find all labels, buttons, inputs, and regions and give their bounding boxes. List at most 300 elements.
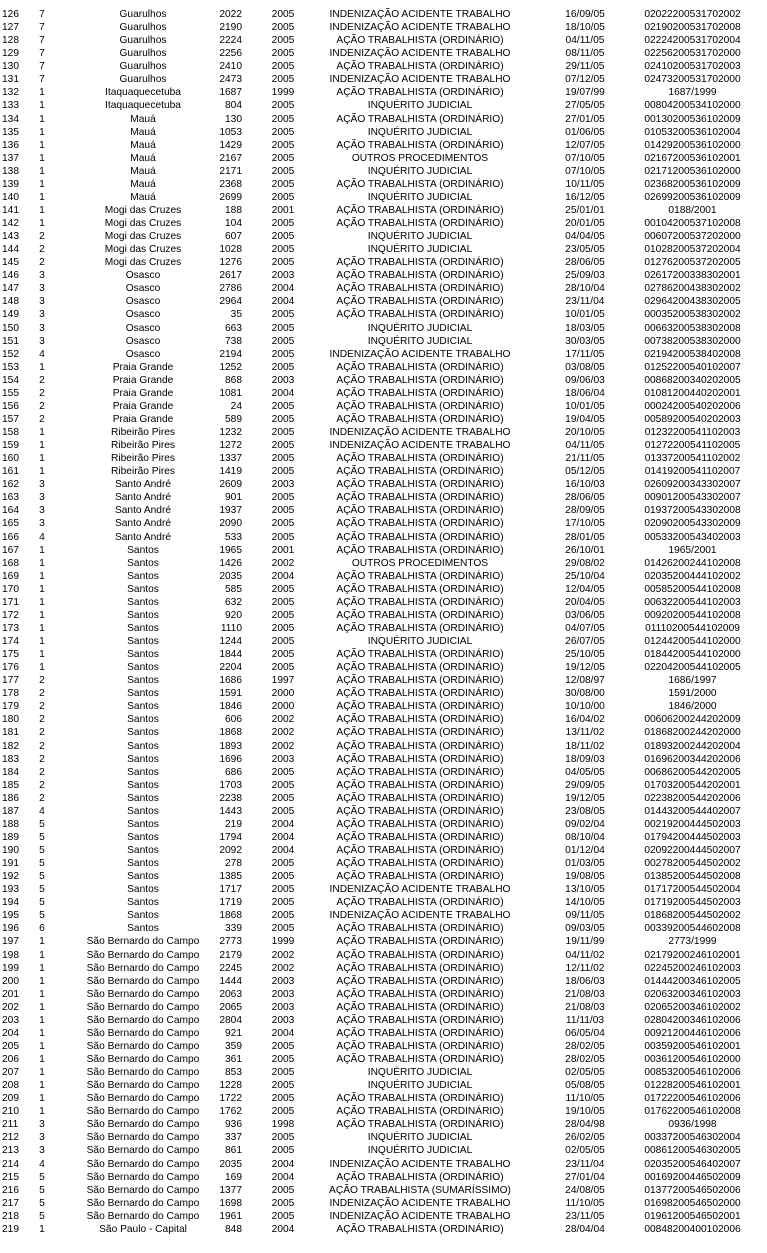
court-number: 2 bbox=[39, 779, 45, 791]
court-number: 1 bbox=[39, 1106, 45, 1118]
city: Santos bbox=[127, 570, 159, 582]
row-number: 167 bbox=[2, 544, 19, 556]
row-number: 134 bbox=[2, 113, 19, 125]
city: Santos bbox=[127, 766, 159, 778]
action-type: AÇÃO TRABALHISTA (ORDINÁRIO) bbox=[336, 1027, 504, 1039]
table-row bbox=[0, 753, 767, 766]
court-number: 1 bbox=[39, 1014, 45, 1026]
action-type: AÇÃO TRABALHISTA (ORDINÁRIO) bbox=[336, 400, 504, 412]
city: Santos bbox=[127, 675, 159, 687]
court-number: 3 bbox=[39, 1145, 45, 1157]
row-number: 149 bbox=[2, 309, 19, 321]
process-number: 2065 bbox=[219, 1001, 242, 1013]
process-year: 2002 bbox=[271, 727, 295, 739]
row-number: 133 bbox=[2, 100, 19, 112]
action-type: AÇÃO TRABALHISTA (ORDINÁRIO) bbox=[336, 779, 504, 791]
action-type: AÇÃO TRABALHISTA (ORDINÁRIO) bbox=[336, 204, 504, 216]
row-number: 188 bbox=[2, 818, 19, 830]
filing-date: 28/01/05 bbox=[565, 531, 605, 543]
process-year: 2004 bbox=[271, 296, 295, 308]
table-row bbox=[0, 465, 767, 478]
process-number: 861 bbox=[225, 1145, 242, 1157]
row-number: 181 bbox=[2, 727, 19, 739]
row-number: 129 bbox=[2, 48, 19, 60]
city: São Bernardo do Campo bbox=[86, 1106, 200, 1118]
filing-date: 05/12/05 bbox=[565, 466, 605, 478]
city: São Bernardo do Campo bbox=[86, 1171, 200, 1183]
process-number: 1244 bbox=[219, 636, 242, 647]
process-year: 2004 bbox=[271, 570, 295, 582]
court-number: 3 bbox=[39, 283, 45, 295]
action-type: INDENIZAÇÃO ACIDENTE TRABALHO bbox=[329, 48, 511, 60]
process-year: 2005 bbox=[271, 100, 295, 112]
action-type: AÇÃO TRABALHISTA (ORDINÁRIO) bbox=[336, 818, 504, 830]
process-year: 2005 bbox=[271, 165, 295, 177]
filing-date: 10/01/05 bbox=[565, 309, 605, 321]
process-number: 2609 bbox=[219, 479, 242, 491]
court-number: 2 bbox=[39, 387, 45, 399]
process-number: 1687 bbox=[219, 87, 242, 99]
action-type: AÇÃO TRABALHISTA (ORDINÁRIO) bbox=[336, 531, 504, 543]
table-row bbox=[0, 687, 767, 700]
process-year: 2005 bbox=[271, 766, 295, 778]
process-year: 2005 bbox=[271, 1080, 295, 1092]
row-number: 187 bbox=[2, 805, 19, 817]
process-number: 1426 bbox=[219, 557, 242, 569]
process-year: 2004 bbox=[271, 1158, 295, 1170]
case-code: 01426200244102008 bbox=[644, 557, 741, 569]
city: Mogi das Cruzes bbox=[104, 244, 182, 256]
table-row bbox=[0, 99, 767, 112]
case-code: 00686200544202005 bbox=[644, 766, 741, 778]
process-number: 2804 bbox=[219, 1014, 242, 1026]
filing-date: 09/06/03 bbox=[565, 374, 605, 386]
court-number: 2 bbox=[39, 244, 45, 256]
action-type: AÇÃO TRABALHISTA (ORDINÁRIO) bbox=[336, 178, 504, 190]
filing-date: 25/09/03 bbox=[565, 270, 605, 282]
city: Santos bbox=[127, 858, 159, 870]
table-row bbox=[0, 883, 767, 896]
action-type: INQUÉRITO JUDICIAL bbox=[367, 1145, 473, 1157]
case-code: 0936/1998 bbox=[668, 1119, 717, 1131]
filing-date: 28/04/04 bbox=[565, 1223, 605, 1235]
action-type: INDENIZAÇÃO ACIDENTE TRABALHO bbox=[329, 1158, 511, 1170]
filing-date: 26/10/01 bbox=[565, 544, 605, 556]
table-row bbox=[0, 805, 767, 818]
row-number: 157 bbox=[2, 413, 19, 425]
process-year: 2005 bbox=[271, 335, 295, 347]
row-number: 146 bbox=[2, 270, 19, 282]
action-type: AÇÃO TRABALHISTA (ORDINÁRIO) bbox=[336, 1223, 504, 1235]
case-code: 00606200244202009 bbox=[644, 714, 741, 726]
row-number: 175 bbox=[2, 649, 19, 661]
process-number: 1868 bbox=[219, 910, 242, 922]
city: Santos bbox=[127, 818, 159, 830]
court-number: 3 bbox=[39, 505, 45, 517]
city: Santos bbox=[127, 910, 159, 922]
process-year: 2004 bbox=[271, 1171, 295, 1183]
row-number: 151 bbox=[2, 335, 19, 347]
process-year: 2005 bbox=[271, 649, 295, 661]
filing-date: 19/07/99 bbox=[565, 87, 605, 99]
action-type: INQUÉRITO JUDICIAL bbox=[367, 100, 473, 112]
process-number: 2786 bbox=[219, 283, 242, 295]
city: Praia Grande bbox=[112, 374, 174, 386]
action-type: AÇÃO TRABALHISTA (ORDINÁRIO) bbox=[336, 805, 504, 817]
case-code: 01937200543302008 bbox=[644, 505, 741, 517]
table-row bbox=[0, 949, 767, 962]
row-number: 165 bbox=[2, 518, 19, 530]
process-year: 2001 bbox=[271, 204, 295, 216]
table-row bbox=[0, 152, 767, 165]
action-type: AÇÃO TRABALHISTA (ORDINÁRIO) bbox=[336, 649, 504, 661]
case-code: 00024200540202006 bbox=[644, 400, 741, 412]
row-number: 148 bbox=[2, 296, 19, 308]
court-number: 1 bbox=[39, 178, 45, 190]
table-row bbox=[0, 478, 767, 491]
city: São Bernardo do Campo bbox=[86, 1184, 200, 1196]
row-number: 198 bbox=[2, 949, 19, 961]
table-row bbox=[0, 1053, 767, 1066]
court-number: 3 bbox=[39, 309, 45, 321]
process-year: 2002 bbox=[271, 714, 295, 726]
action-type: AÇÃO TRABALHISTA (ORDINÁRIO) bbox=[336, 61, 504, 73]
process-number: 868 bbox=[225, 374, 242, 386]
process-number: 589 bbox=[225, 413, 242, 425]
case-code: 0188/2001 bbox=[668, 204, 717, 216]
filing-date: 06/05/04 bbox=[565, 1027, 605, 1039]
court-number: 1 bbox=[39, 152, 45, 164]
court-number: 5 bbox=[39, 910, 45, 922]
process-year: 2003 bbox=[271, 1001, 295, 1013]
court-number: 2 bbox=[39, 701, 45, 713]
case-code: 01337200541102002 bbox=[644, 453, 741, 465]
filing-date: 28/06/05 bbox=[565, 257, 605, 269]
filing-date: 19/11/99 bbox=[565, 936, 605, 948]
process-number: 1385 bbox=[219, 871, 242, 883]
filing-date: 28/09/05 bbox=[565, 505, 605, 517]
case-code: 01276200537202005 bbox=[644, 257, 741, 269]
court-number: 1 bbox=[39, 1001, 45, 1013]
process-year: 2005 bbox=[271, 191, 295, 203]
process-number: 1110 bbox=[220, 622, 242, 634]
action-type: AÇÃO TRABALHISTA (ORDINÁRIO) bbox=[336, 413, 504, 425]
row-number: 204 bbox=[2, 1027, 19, 1039]
action-type: AÇÃO TRABALHISTA (ORDINÁRIO) bbox=[336, 727, 504, 739]
process-year: 2005 bbox=[271, 257, 295, 269]
table-row bbox=[0, 831, 767, 844]
process-number: 1232 bbox=[219, 427, 242, 438]
city: Santos bbox=[127, 688, 159, 700]
row-number: 196 bbox=[2, 923, 19, 935]
filing-date: 16/10/03 bbox=[565, 479, 605, 491]
city: São Bernardo do Campo bbox=[86, 1080, 200, 1092]
process-year: 2005 bbox=[271, 609, 295, 621]
city: Praia Grande bbox=[112, 413, 174, 425]
table-row bbox=[0, 1040, 767, 1053]
filing-date: 11/10/05 bbox=[565, 1197, 605, 1209]
city: São Bernardo do Campo bbox=[86, 988, 200, 1000]
process-number: 2238 bbox=[219, 792, 242, 804]
city: São Bernardo do Campo bbox=[86, 975, 200, 987]
action-type: AÇÃO TRABALHISTA (ORDINÁRIO) bbox=[336, 596, 504, 608]
process-year: 2003 bbox=[271, 753, 295, 765]
filing-date: 08/10/04 bbox=[565, 831, 605, 843]
case-code: 2773/1999 bbox=[668, 936, 717, 948]
process-number: 2179 bbox=[219, 949, 242, 961]
court-number: 1 bbox=[39, 570, 45, 582]
filing-date: 21/11/05 bbox=[565, 453, 605, 465]
filing-date: 20/01/05 bbox=[565, 218, 605, 229]
process-year: 2005 bbox=[271, 779, 295, 791]
filing-date: 10/11/05 bbox=[565, 178, 605, 190]
action-type: AÇÃO TRABALHISTA (ORDINÁRIO) bbox=[336, 740, 504, 752]
filing-date: 07/10/05 bbox=[565, 152, 605, 164]
row-number: 126 bbox=[2, 9, 19, 20]
action-type: AÇÃO TRABALHISTA (ORDINÁRIO) bbox=[336, 35, 504, 47]
table-row bbox=[0, 870, 767, 883]
process-year: 2005 bbox=[271, 1132, 295, 1144]
table-row bbox=[0, 491, 767, 504]
filing-date: 10/10/00 bbox=[565, 701, 605, 713]
filing-date: 18/06/03 bbox=[565, 975, 605, 987]
city: Guarulhos bbox=[119, 74, 167, 86]
case-code: 00589200540202003 bbox=[644, 413, 741, 425]
process-year: 2005 bbox=[271, 178, 295, 190]
process-number: 1696 bbox=[219, 753, 242, 765]
process-number: 1961 bbox=[219, 1210, 242, 1222]
filing-date: 19/12/05 bbox=[565, 792, 605, 804]
city: Santo André bbox=[114, 505, 172, 517]
city: Guarulhos bbox=[119, 22, 167, 34]
row-number: 145 bbox=[2, 257, 19, 269]
process-number: 804 bbox=[225, 100, 242, 112]
process-number: 2368 bbox=[219, 178, 242, 190]
court-number: 3 bbox=[39, 1132, 45, 1144]
case-code: 02092200444502007 bbox=[644, 845, 741, 856]
city: Osasco bbox=[125, 296, 161, 308]
table-row bbox=[0, 1066, 767, 1079]
process-year: 2003 bbox=[271, 975, 295, 987]
court-number: 1 bbox=[39, 453, 45, 465]
process-year: 2005 bbox=[271, 897, 295, 909]
process-year: 2005 bbox=[271, 440, 295, 452]
table-row bbox=[0, 243, 767, 256]
table-row bbox=[0, 387, 767, 400]
row-number: 202 bbox=[2, 1001, 19, 1013]
filing-date: 12/04/05 bbox=[565, 583, 605, 595]
table-row bbox=[0, 86, 767, 99]
filing-date: 28/02/05 bbox=[565, 1054, 605, 1065]
action-type: AÇÃO TRABALHISTA (ORDINÁRIO) bbox=[336, 544, 504, 556]
process-year: 2005 bbox=[271, 505, 295, 517]
court-number: 1 bbox=[39, 949, 45, 961]
filing-date: 05/08/05 bbox=[565, 1080, 605, 1092]
city: Mogi das Cruzes bbox=[104, 257, 182, 269]
case-code: 01443200544402007 bbox=[644, 805, 741, 817]
filing-date: 20/10/05 bbox=[565, 427, 605, 438]
process-year: 2005 bbox=[271, 492, 295, 504]
process-year: 2005 bbox=[271, 427, 295, 438]
case-code: 00804200534102000 bbox=[644, 100, 741, 112]
row-number: 141 bbox=[2, 204, 19, 216]
row-number: 128 bbox=[2, 35, 19, 47]
action-type: OUTROS PROCEDIMENTOS bbox=[351, 152, 489, 164]
court-number: 1 bbox=[39, 218, 45, 229]
filing-date: 04/04/05 bbox=[565, 231, 605, 243]
process-number: 1228 bbox=[219, 1080, 242, 1092]
row-number: 132 bbox=[2, 87, 19, 99]
table-row bbox=[0, 426, 767, 439]
filing-date: 30/08/00 bbox=[565, 688, 605, 700]
table-row bbox=[0, 857, 767, 870]
table-row bbox=[0, 661, 767, 674]
action-type: AÇÃO TRABALHISTA (ORDINÁRIO) bbox=[336, 479, 504, 491]
process-year: 2003 bbox=[271, 988, 295, 1000]
process-number: 1272 bbox=[219, 440, 242, 452]
filing-date: 12/08/97 bbox=[565, 675, 605, 687]
filing-date: 09/03/05 bbox=[565, 923, 605, 935]
city: Santos bbox=[127, 662, 159, 674]
action-type: INDENIZAÇÃO ACIDENTE TRABALHO bbox=[329, 1197, 511, 1209]
city: Santos bbox=[127, 583, 159, 595]
case-code: 02609200343302007 bbox=[644, 479, 741, 491]
process-year: 2004 bbox=[271, 283, 295, 295]
process-number: 1698 bbox=[219, 1197, 242, 1209]
table-row bbox=[0, 713, 767, 726]
city: Santo André bbox=[114, 492, 172, 504]
process-number: 2022 bbox=[219, 9, 242, 20]
court-number: 1 bbox=[39, 636, 45, 647]
case-code: 00853200546102006 bbox=[644, 1067, 741, 1079]
filing-date: 27/01/04 bbox=[565, 1171, 605, 1183]
court-number: 7 bbox=[39, 22, 45, 34]
filing-date: 16/12/05 bbox=[565, 191, 605, 203]
process-year: 2005 bbox=[271, 413, 295, 425]
case-code: 01717200544502004 bbox=[644, 884, 741, 896]
case-code: 01444200346102005 bbox=[644, 975, 741, 987]
court-number: 5 bbox=[39, 1171, 45, 1183]
process-year: 2005 bbox=[271, 309, 295, 321]
city: Itaquaquecetuba bbox=[105, 87, 181, 99]
case-code: 01794200444502003 bbox=[644, 831, 741, 843]
process-year: 1997 bbox=[271, 675, 295, 687]
filing-date: 11/11/03 bbox=[565, 1014, 605, 1026]
process-number: 1337 bbox=[219, 453, 242, 465]
process-year: 2005 bbox=[271, 113, 295, 125]
city: Mogi das Cruzes bbox=[104, 204, 182, 216]
court-number: 2 bbox=[39, 413, 45, 425]
process-number: 2190 bbox=[219, 22, 242, 34]
table-row bbox=[0, 452, 767, 465]
process-year: 2005 bbox=[271, 244, 295, 256]
table-row bbox=[0, 1027, 767, 1040]
court-number: 7 bbox=[39, 74, 45, 86]
action-type: AÇÃO TRABALHISTA (ORDINÁRIO) bbox=[336, 897, 504, 909]
process-year: 2003 bbox=[271, 374, 295, 386]
city: Santos bbox=[127, 871, 159, 883]
action-type: AÇÃO TRABALHISTA (ORDINÁRIO) bbox=[336, 871, 504, 883]
row-number: 164 bbox=[2, 505, 19, 517]
filing-date: 10/01/05 bbox=[565, 400, 605, 412]
city: Santos bbox=[127, 701, 159, 713]
table-row bbox=[0, 335, 767, 348]
process-year: 2004 bbox=[271, 831, 295, 843]
filing-date: 23/08/05 bbox=[565, 805, 605, 817]
process-number: 1252 bbox=[219, 361, 242, 373]
table-row bbox=[0, 8, 767, 21]
process-year: 2005 bbox=[271, 1067, 295, 1079]
case-code: 00920200544102008 bbox=[644, 609, 741, 621]
city: São Bernardo do Campo bbox=[86, 936, 200, 948]
court-number: 4 bbox=[39, 348, 45, 360]
action-type: AÇÃO TRABALHISTA (ORDINÁRIO) bbox=[336, 622, 504, 634]
filing-date: 25/10/05 bbox=[565, 649, 605, 661]
row-number: 217 bbox=[2, 1197, 19, 1209]
court-number: 1 bbox=[39, 962, 45, 974]
city: Guarulhos bbox=[119, 48, 167, 60]
process-year: 2005 bbox=[271, 1184, 295, 1196]
row-number: 200 bbox=[2, 975, 19, 987]
filing-date: 02/05/05 bbox=[565, 1067, 605, 1079]
case-code: 00035200538302002 bbox=[644, 309, 741, 321]
process-number: 24 bbox=[230, 400, 242, 412]
city: São Bernardo do Campo bbox=[86, 1119, 200, 1131]
process-number: 1965 bbox=[219, 544, 242, 556]
court-number: 1 bbox=[39, 165, 45, 177]
process-number: 686 bbox=[225, 766, 242, 778]
action-type: AÇÃO TRABALHISTA (ORDINÁRIO) bbox=[336, 1119, 504, 1131]
filing-date: 17/10/05 bbox=[565, 518, 605, 530]
row-number: 174 bbox=[2, 636, 19, 647]
process-number: 337 bbox=[225, 1132, 242, 1144]
action-type: AÇÃO TRABALHISTA (SUMARÍSSIMO) bbox=[329, 1184, 511, 1196]
table-row bbox=[0, 570, 767, 583]
city: Santos bbox=[127, 622, 159, 634]
action-type: AÇÃO TRABALHISTA (ORDINÁRIO) bbox=[336, 1093, 504, 1105]
court-number: 4 bbox=[39, 805, 45, 817]
process-year: 2005 bbox=[271, 884, 295, 896]
process-number: 2964 bbox=[219, 296, 242, 308]
case-code: 01419200541102007 bbox=[644, 466, 741, 478]
filing-date: 16/09/05 bbox=[565, 9, 605, 20]
case-code: 01028200537202004 bbox=[644, 244, 741, 256]
process-number: 738 bbox=[225, 335, 242, 347]
city: Osasco bbox=[125, 270, 161, 282]
filing-date: 04/11/05 bbox=[565, 440, 605, 452]
table-row bbox=[0, 256, 767, 269]
process-number: 848 bbox=[225, 1223, 242, 1235]
process-number: 2224 bbox=[219, 35, 242, 47]
city: Santos bbox=[127, 714, 159, 726]
filing-date: 08/11/05 bbox=[565, 48, 605, 60]
process-year: 2003 bbox=[271, 479, 295, 491]
filing-date: 26/02/05 bbox=[565, 1132, 605, 1144]
row-number: 166 bbox=[2, 531, 19, 543]
city: São Bernardo do Campo bbox=[86, 1158, 200, 1170]
court-number: 1 bbox=[39, 544, 45, 556]
action-type: INQUÉRITO JUDICIAL bbox=[367, 231, 473, 243]
action-type: INDENIZAÇÃO ACIDENTE TRABALHO bbox=[329, 910, 511, 922]
process-number: 2256 bbox=[219, 48, 242, 60]
court-number: 2 bbox=[39, 675, 45, 687]
table-row bbox=[0, 596, 767, 609]
table-row bbox=[0, 34, 767, 47]
action-type: AÇÃO TRABALHISTA (ORDINÁRIO) bbox=[336, 453, 504, 465]
court-number: 5 bbox=[39, 818, 45, 830]
row-number: 182 bbox=[2, 740, 19, 752]
process-number: 130 bbox=[225, 113, 242, 125]
